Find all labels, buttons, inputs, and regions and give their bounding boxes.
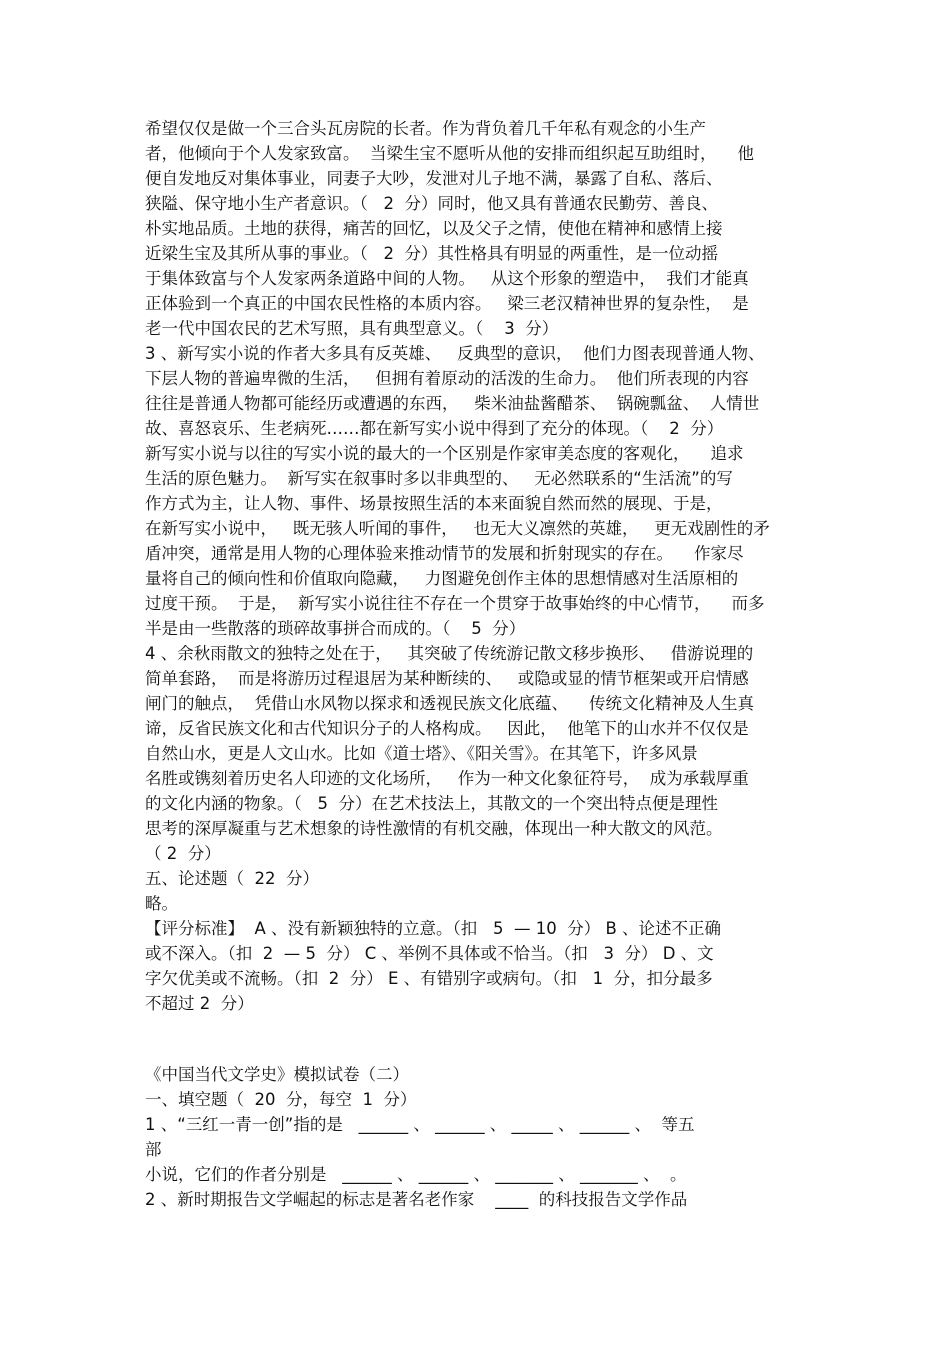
- text-line: 或不深入。（扣 2 — 5 分） C 、举例不具体或不恰当。（扣 3 分） D 、文: [145, 944, 714, 963]
- text-line: 名胜或镌刻着历史名人印迹的文化场所， 作为一种文化象征符号， 成为承载厚重: [145, 769, 749, 788]
- section-heading: 一、填空题（ 20 分，每空 1 分）: [145, 1090, 417, 1109]
- text-line: 盾冲突，通常是用人物的心理体验来推动情节的发展和折射现实的存在。 作家尽: [145, 544, 744, 563]
- text-line: 狭隘、保守地小生产者意识。（ 2 分）同时，他又具有普通农民勤劳、善良、: [145, 194, 718, 213]
- text-line: 谛，反省民族文化和古代知识分子的人格构成。 因此， 他笔下的山水并不仅仅是: [145, 719, 749, 738]
- text-line: （ 2 分）: [145, 844, 221, 863]
- text-line: 新写实小说与以往的写实小说的最大的一个区别是作家审美态度的客观化， 追求: [145, 444, 744, 463]
- text-line: 略。: [145, 894, 178, 913]
- text-line: 思考的深厚凝重与艺术想象的诗性激情的有机交融，体现出一种大散文的风范。: [145, 819, 723, 838]
- text-line: 简单套路， 而是将游历过程退居为某种断续的、 或隐或显的情节框架或开启情感: [145, 669, 749, 688]
- text-line: 不超过 2 分）: [145, 994, 254, 1013]
- text-line: 生活的原色魅力。 新写实在叙事时多以非典型的、 无必然联系的“生活流”的写: [145, 469, 733, 488]
- text-line: 3 、新写实小说的作者大多具有反英雄、 反典型的意识， 他们力图表现普通人物、: [145, 344, 765, 363]
- text-line: 朴实地品质。土地的获得，痛苦的回忆，以及父子之情，使他在精神和感情上接: [145, 219, 723, 238]
- text-line: 正体验到一个真正的中国农民性格的本质内容。 梁三老汉精神世界的复杂性， 是: [145, 294, 749, 313]
- text-line: 于集体致富与个人发家两条道路中间的人物。 从这个形象的塑造中， 我们才能真: [145, 269, 749, 288]
- text-line: 量将自己的倾向性和价值取向隐藏， 力图避免创作主体的思想情感对生活原相的: [145, 569, 739, 588]
- text-line: 自然山水，更是人文山水。比如《道士塔》、《阳关雪》。在其笔下，许多风景: [145, 744, 698, 763]
- text-line: 便自发地反对集体事业，同妻子大吵，发泄对儿子地不满，暴露了自私、落后、: [145, 169, 723, 188]
- question-line: 2 、新时期报告文学崛起的标志是著名老作家 ____ 的科技报告文学作品: [145, 1190, 688, 1209]
- text-line: 下层人物的普遍卑微的生活， 但拥有着原动的活泼的生命力。 他们所表现的内容: [145, 369, 749, 388]
- question-line: 1 、“三红一青一创”指的是 ______ 、 ______ 、 _____ 、 ______ 、 等五: [145, 1115, 695, 1134]
- text-line: 过度干预。 于是， 新写实小说往往不存在一个贯穿于故事始终的中心情节， 而多: [145, 594, 765, 613]
- text-line: 老一代中国农民的艺术写照，具有典型意义。（ 3 分）: [145, 319, 559, 338]
- text-line: 4 、余秋雨散文的独特之处在于， 其突破了传统游记散文移步换形、 借游说理的: [145, 644, 754, 663]
- question-line: 部: [145, 1140, 162, 1159]
- text-line: 希望仅仅是做一个三合头瓦房院的长者。作为背负着几千年私有观念的小生产: [145, 119, 706, 138]
- text-line: 作方式为主，让人物、事件、场景按照生活的本来面貌自然而然的展现、于是，: [145, 494, 723, 513]
- text-line: 在新写实小说中， 既无骇人听闻的事件， 也无大义凛然的英雄， 更无戏剧性的矛: [145, 519, 770, 538]
- text-line: 半是由一些散落的琐碎故事拼合而成的。（ 5 分）: [145, 619, 526, 638]
- question-line: 小说，它们的作者分别是 ______ 、 ______ 、 _______ 、 _______ 、 。: [145, 1165, 687, 1184]
- text-line: 往往是普通人物都可能经历或遭遇的东西， 柴米油盐酱醋茶、 锅碗瓢盆、 人情世: [145, 394, 760, 413]
- text-line: 者，他倾向于个人发家致富。 当梁生宝不愿听从他的安排而组织起互助组时， 他: [145, 144, 754, 163]
- exam-title: 《中国当代文学史》模拟试卷（二）: [145, 1065, 409, 1084]
- text-line: 【评分标准】 A 、没有新颖独特的立意。（扣 5 — 10 分） B 、论述不正确: [145, 919, 722, 938]
- text-line: 近梁生宝及其所从事的事业。（ 2 分）其性格具有明显的两重性，是一位动摇: [145, 244, 718, 263]
- text-line: 的文化内涵的物象。（ 5 分）在艺术技法上，其散文的一个突出特点便是理性: [145, 794, 718, 813]
- text-line: 故、喜怒哀乐、生老病死……都在新写实小说中得到了充分的体现。（ 2 分）: [145, 419, 724, 438]
- section-heading: 五、论述题（ 22 分）: [145, 869, 319, 888]
- text-line: 闸门的触点， 凭借山水风物以探求和透视民族文化底蕴、 传统文化精神及人生真: [145, 694, 754, 713]
- text-line: 字欠优美或不流畅。（扣 2 分） E 、有错别字或病句。（扣 1 分，扣分最多: [145, 969, 713, 988]
